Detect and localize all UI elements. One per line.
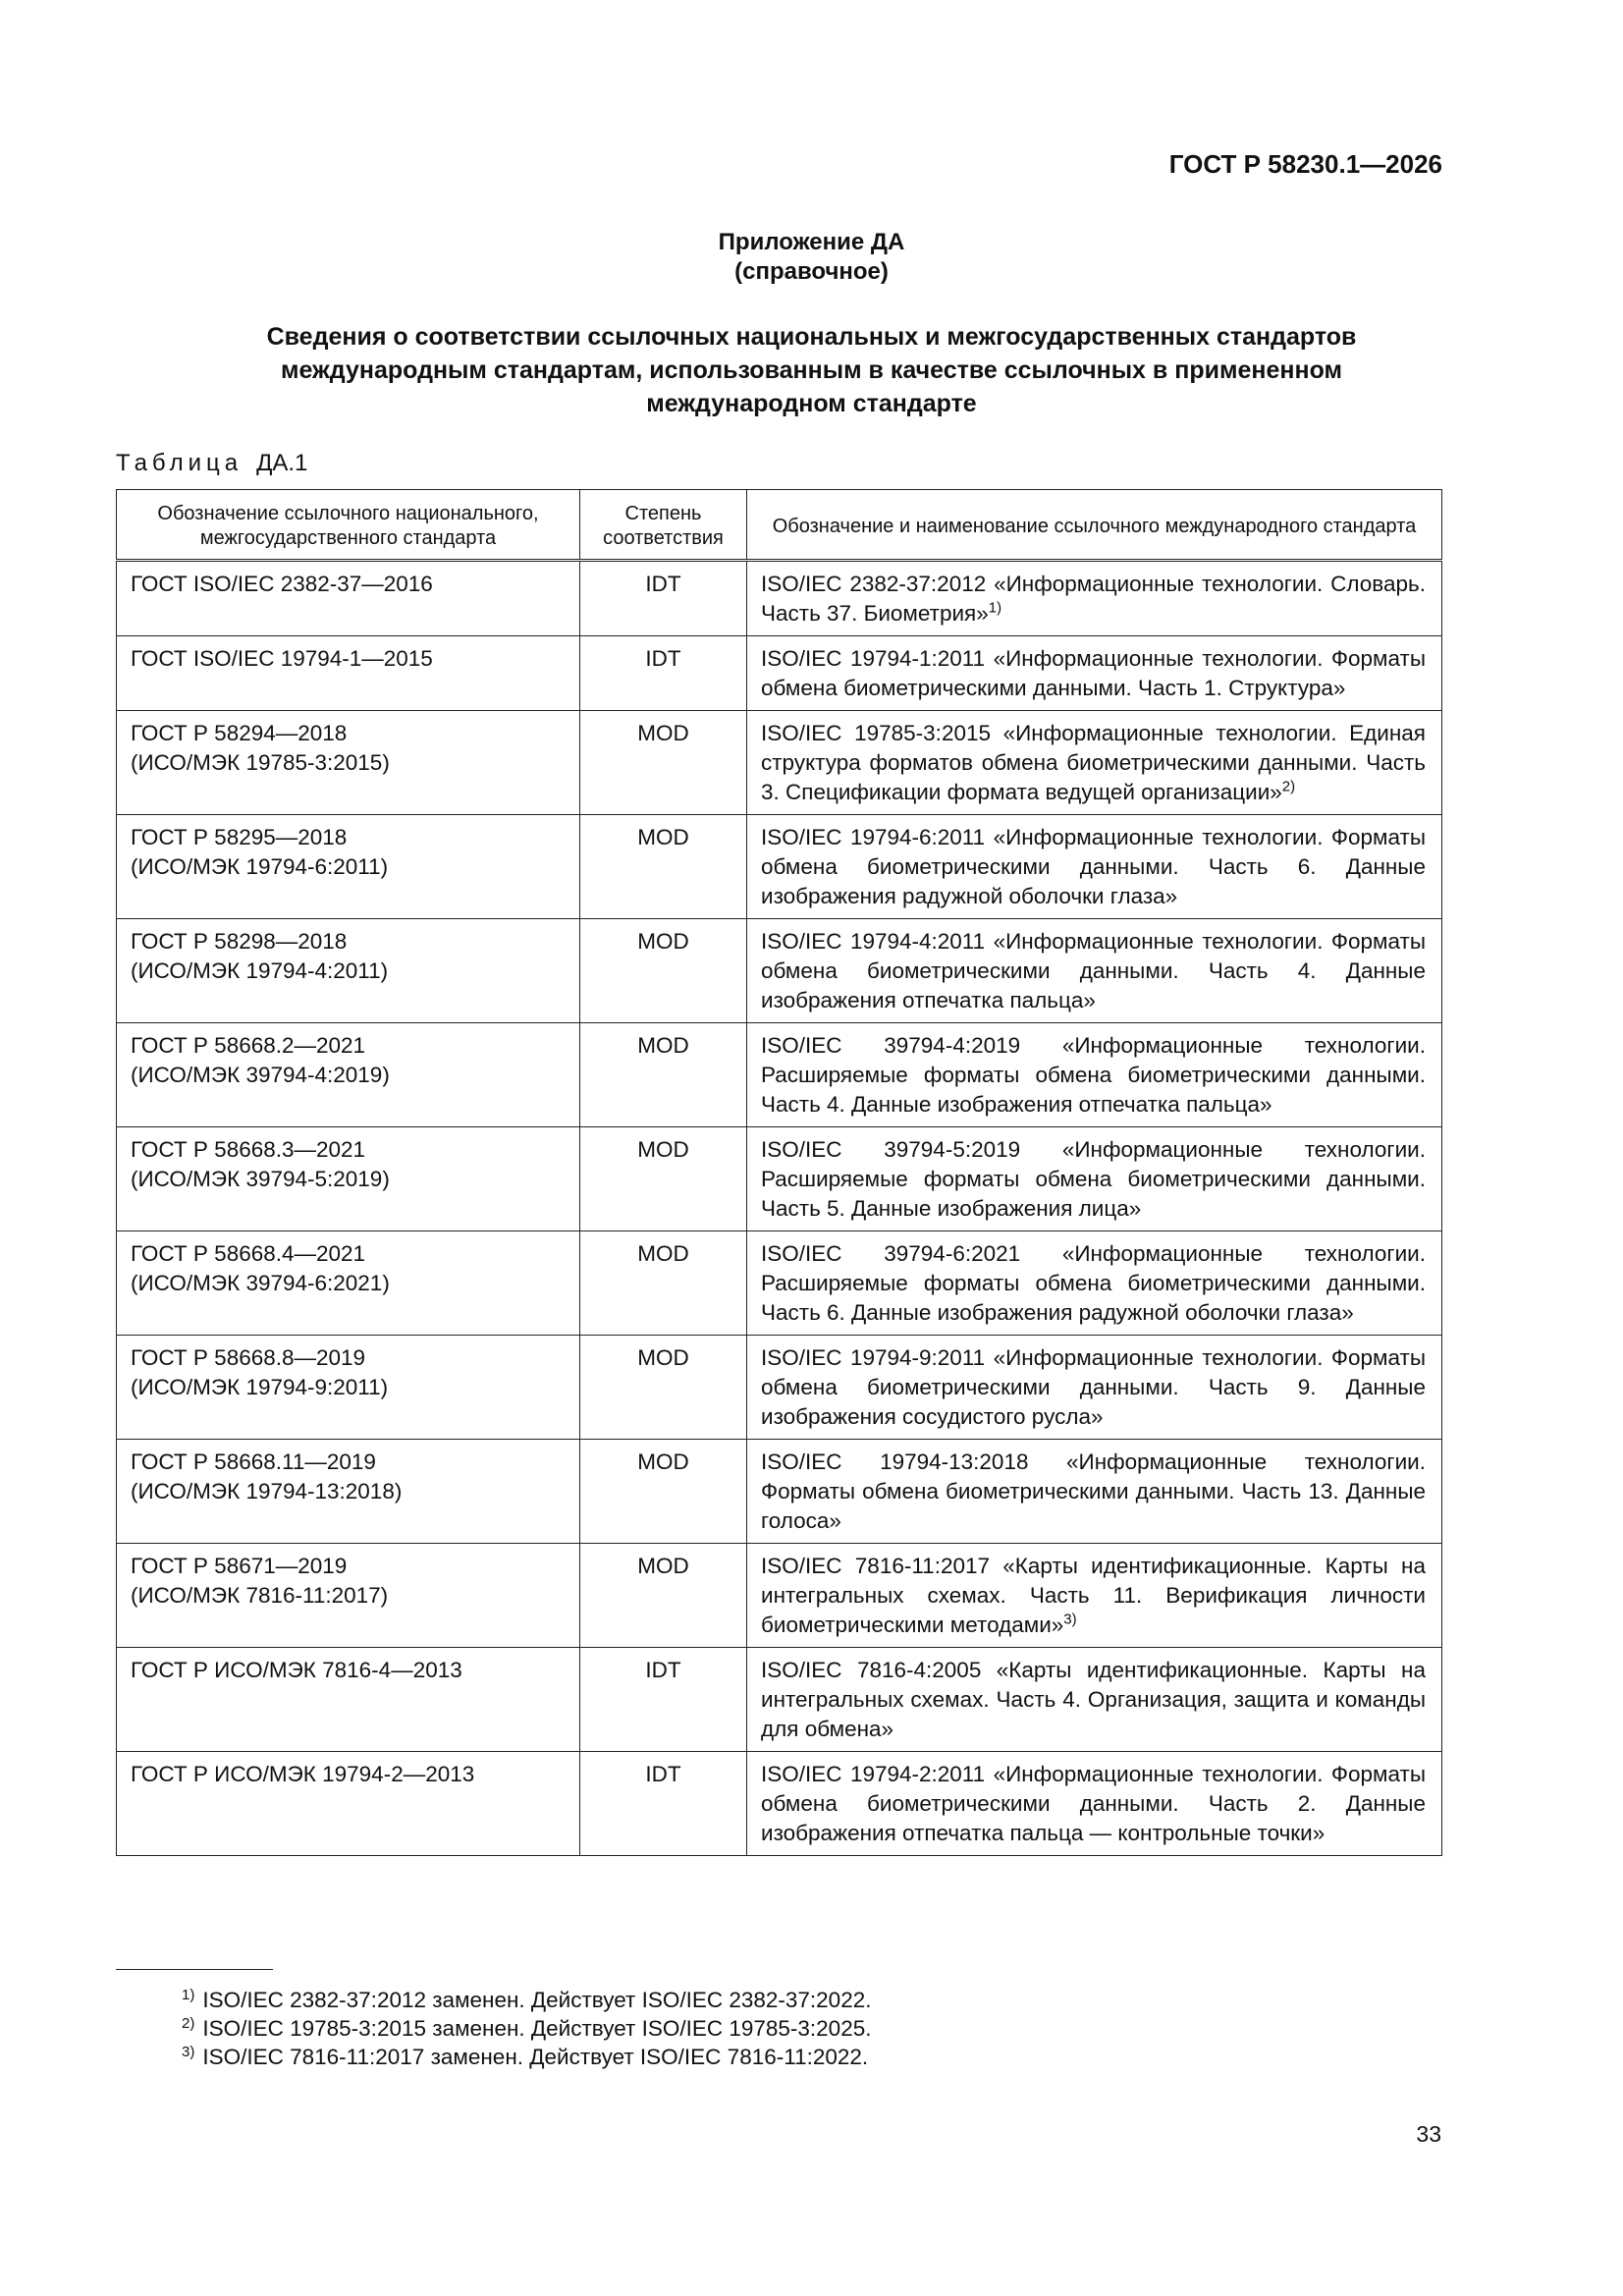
column-header-degree: Степень соответствия	[580, 490, 747, 561]
national-standard-cell	[117, 1752, 580, 1856]
table-row	[117, 815, 1442, 919]
international-standard-cell	[747, 1231, 1442, 1336]
international-standard-text: ISO/IEC 19794-9:2011 «Информационные технологии. Форматы обмена биометрическими данными. Часть 9. Данные изображения сосудистого русла»	[761, 1345, 1426, 1429]
standards-table	[116, 489, 1442, 1856]
degree-cell: MOD	[580, 711, 747, 815]
national-standard-line: ГОСТ Р 58671—2019	[131, 1554, 348, 1578]
international-standard-cell	[747, 1336, 1442, 1440]
degree-cell: MOD	[580, 1440, 747, 1544]
table-row	[117, 1023, 1442, 1127]
footnote-text: ISO/IEC 2382-37:2012 заменен. Действует ISO/IEC 2382-37:2022.	[202, 1988, 872, 2012]
table-row	[117, 1440, 1442, 1544]
page-title	[157, 320, 1466, 420]
degree-cell: MOD	[580, 919, 747, 1023]
national-standard-line: ГОСТ ISO/IEC 19794-1—2015	[131, 646, 433, 671]
page-title-line: Сведения о соответствии ссылочных национальных и межгосударственных стандартов	[266, 323, 1357, 351]
footnote	[182, 1986, 871, 2014]
national-standard-cell	[117, 1440, 580, 1544]
international-standard-text: ISO/IEC 39794-6:2021 «Информационные технологии. Расширяемые форматы обмена биометрическими данными. Часть 6. Данные изображения радужной оболочки глаза»	[761, 1241, 1426, 1325]
national-standard-line: ГОСТ Р 58295—2018	[131, 825, 348, 849]
national-standard-line: (ИСО/МЭК 39794-5:2019)	[131, 1167, 390, 1191]
document-code: ГОСТ Р 58230.1—2026	[1168, 149, 1442, 179]
national-standard-cell	[117, 1231, 580, 1336]
table-row	[117, 1127, 1442, 1231]
national-standard-cell	[117, 711, 580, 815]
table-caption-id: ДА.1	[256, 450, 308, 476]
national-standard-line: ГОСТ Р ИСО/МЭК 19794-2—2013	[131, 1762, 475, 1786]
column-header-international-standard: Обозначение и наименование ссылочного международного стандарта	[747, 490, 1442, 561]
international-standard-cell	[747, 1023, 1442, 1127]
table-row	[117, 1544, 1442, 1648]
table-caption-word: Таблица	[116, 450, 243, 476]
footnote-text: ISO/IEC 19785-3:2015 заменен. Действует ISO/IEC 19785-3:2025.	[202, 2016, 872, 2041]
table-row	[117, 1336, 1442, 1440]
degree-cell: IDT	[580, 1648, 747, 1752]
national-standard-cell	[117, 1336, 580, 1440]
international-standard-text: ISO/IEC 2382-37:2012 «Информационные технологии. Словарь. Часть 37. Биометрия»	[761, 572, 1426, 626]
degree-cell: IDT	[580, 1752, 747, 1856]
national-standard-line: (ИСО/МЭК 39794-4:2019)	[131, 1063, 390, 1087]
international-standard-cell	[747, 919, 1442, 1023]
national-standard-cell	[117, 919, 580, 1023]
international-standard-cell	[747, 1127, 1442, 1231]
national-standard-line: (ИСО/МЭК 19794-6:2011)	[131, 854, 389, 879]
table-row	[117, 1752, 1442, 1856]
national-standard-line: (ИСО/МЭК 7816-11:2017)	[131, 1583, 389, 1608]
national-standard-line: ГОСТ Р 58668.2—2021	[131, 1033, 366, 1058]
footnote-number: 1)	[182, 1986, 195, 2003]
national-standard-line: (ИСО/МЭК 39794-6:2021)	[131, 1271, 390, 1295]
footnote-reference: 2)	[1281, 778, 1296, 795]
national-standard-line: (ИСО/МЭК 19785-3:2015)	[131, 750, 390, 775]
international-standard-cell	[747, 1544, 1442, 1648]
degree-cell: MOD	[580, 1231, 747, 1336]
table-row	[117, 1231, 1442, 1336]
table-row	[117, 711, 1442, 815]
national-standard-line: (ИСО/МЭК 19794-4:2011)	[131, 958, 389, 983]
national-standard-cell	[117, 561, 580, 636]
degree-cell: MOD	[580, 815, 747, 919]
national-standard-line: ГОСТ Р 58668.4—2021	[131, 1241, 366, 1266]
national-standard-line: ГОСТ Р 58298—2018	[131, 929, 348, 954]
degree-cell: MOD	[580, 1127, 747, 1231]
degree-cell: MOD	[580, 1023, 747, 1127]
national-standard-cell	[117, 1023, 580, 1127]
international-standard-cell	[747, 1648, 1442, 1752]
national-standard-line: ГОСТ ISO/IEC 2382-37—2016	[131, 572, 433, 596]
international-standard-cell	[747, 636, 1442, 711]
international-standard-text: ISO/IEC 19794-6:2011 «Информационные технологии. Форматы обмена биометрическими данными. Часть 6. Данные изображения радужной оболочки глаза»	[761, 825, 1426, 908]
international-standard-text: ISO/IEC 39794-5:2019 «Информационные технологии. Расширяемые форматы обмена биометрическими данными. Часть 5. Данные изображения лица»	[761, 1137, 1426, 1221]
annex-subtitle: (справочное)	[734, 258, 889, 285]
international-standard-text: ISO/IEC 19794-2:2011 «Информационные технологии. Форматы обмена биометрическими данными. Часть 2. Данные изображения отпечатка пальца — контрольные точки»	[761, 1762, 1426, 1845]
international-standard-cell	[747, 1440, 1442, 1544]
footnote-reference: 1)	[988, 599, 1002, 617]
national-standard-cell	[117, 636, 580, 711]
footnote-number: 3)	[182, 2043, 195, 2060]
degree-cell: MOD	[580, 1544, 747, 1648]
footnote-reference: 3)	[1063, 1611, 1077, 1628]
table-row	[117, 919, 1442, 1023]
national-standard-line: ГОСТ Р 58668.8—2019	[131, 1345, 366, 1370]
footnote-divider	[116, 1969, 273, 1970]
footnote	[182, 2014, 871, 2043]
column-header-national-standard: Обозначение ссылочного национального, межгосударственного стандарта	[117, 490, 580, 561]
national-standard-cell	[117, 1648, 580, 1752]
degree-cell: MOD	[580, 1336, 747, 1440]
page-title-line: международным стандартам, использованным в качестве ссылочных в примененном	[280, 356, 1343, 384]
footnotes	[182, 1986, 871, 2071]
footnote-number: 2)	[182, 2014, 195, 2032]
international-standard-text: ISO/IEC 19794-1:2011 «Информационные технологии. Форматы обмена биометрическими данными. Часть 1. Структура»	[761, 646, 1426, 700]
table-caption	[116, 450, 307, 477]
national-standard-line: (ИСО/МЭК 19794-9:2011)	[131, 1375, 389, 1399]
national-standard-line: ГОСТ Р 58668.11—2019	[131, 1449, 376, 1474]
international-standard-cell	[747, 711, 1442, 815]
page-number: 33	[1416, 2121, 1441, 2147]
footnote-text: ISO/IEC 7816-11:2017 заменен. Действует ISO/IEC 7816-11:2022.	[202, 2045, 869, 2069]
table-body	[117, 561, 1442, 1856]
degree-cell: IDT	[580, 636, 747, 711]
table-header-row	[117, 490, 1442, 561]
annex-title: Приложение ДА	[718, 229, 905, 255]
international-standard-text: ISO/IEC 19794-13:2018 «Информационные технологии. Форматы обмена биометрическими данными. Часть 13. Данные голоса»	[761, 1449, 1426, 1533]
national-standard-cell	[117, 1127, 580, 1231]
international-standard-cell	[747, 815, 1442, 919]
national-standard-cell	[117, 1544, 580, 1648]
degree-cell: IDT	[580, 561, 747, 636]
international-standard-text: ISO/IEC 19794-4:2011 «Информационные технологии. Форматы обмена биометрическими данными. Часть 4. Данные изображения отпечатка пальца»	[761, 929, 1426, 1012]
national-standard-line: ГОСТ Р 58294—2018	[131, 721, 348, 745]
annex-heading	[0, 228, 1623, 287]
international-standard-text: ISO/IEC 7816-4:2005 «Карты идентификационные. Карты на интегральных схемах. Часть 4. Организация, защита и команды для обмена»	[761, 1658, 1426, 1741]
national-standard-cell	[117, 815, 580, 919]
national-standard-line: ГОСТ Р 58668.3—2021	[131, 1137, 366, 1162]
international-standard-text: ISO/IEC 19785-3:2015 «Информационные технологии. Единая структура форматов обмена биометрическими данными. Часть 3. Спецификации формата ведущей организации»	[761, 721, 1426, 804]
footnote	[182, 2043, 871, 2071]
table-row	[117, 1648, 1442, 1752]
table-row	[117, 561, 1442, 636]
international-standard-cell	[747, 561, 1442, 636]
international-standard-cell	[747, 1752, 1442, 1856]
national-standard-line: ГОСТ Р ИСО/МЭК 7816-4—2013	[131, 1658, 462, 1682]
table-row	[117, 636, 1442, 711]
page-title-line: международном стандарте	[646, 390, 977, 417]
national-standard-line: (ИСО/МЭК 19794-13:2018)	[131, 1479, 403, 1503]
international-standard-text: ISO/IEC 7816-11:2017 «Карты идентификационные. Карты на интегральных схемах. Часть 11. Верификация личности биометрическими методами»	[761, 1554, 1426, 1637]
international-standard-text: ISO/IEC 39794-4:2019 «Информационные технологии. Расширяемые форматы обмена биометрическими данными. Часть 4. Данные изображения отпечатка пальца»	[761, 1033, 1426, 1117]
